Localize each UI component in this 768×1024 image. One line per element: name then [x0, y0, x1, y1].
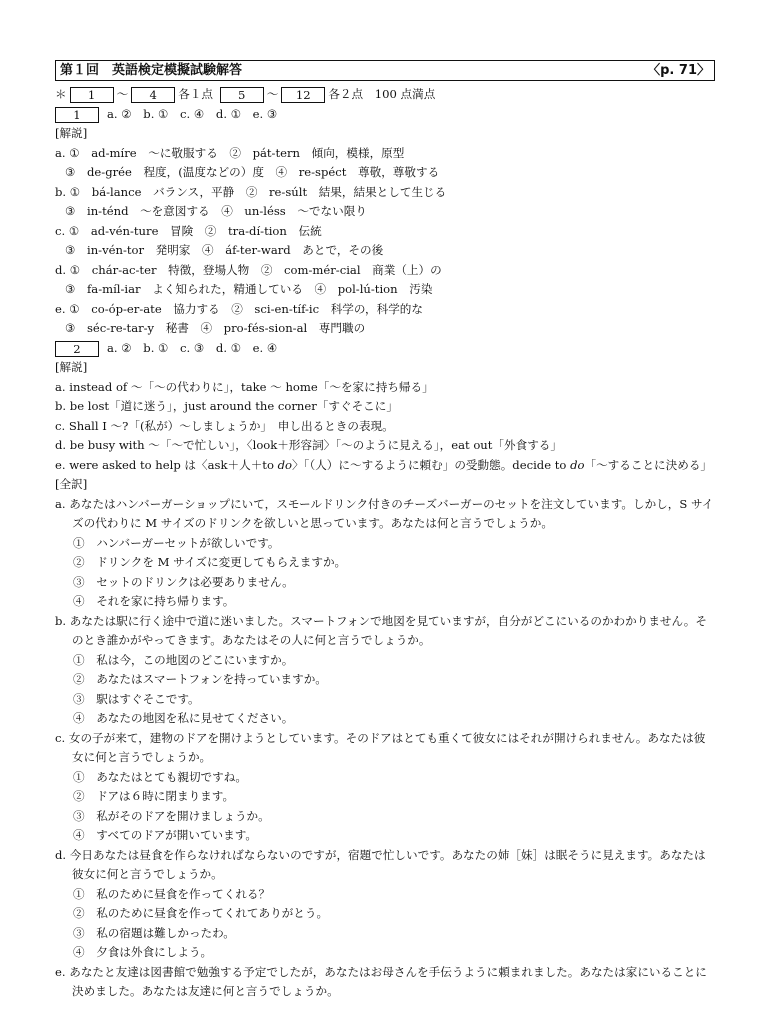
translation-question: b. あなたは駅に行く途中で道に迷いました。スマートフォンで地図を見ていますが，自分がどこにいるのかわかりません。そのとき誰かがやってきます。あなたはその人に何と言うでしょうか。 — [55, 613, 707, 647]
q2-answers: a. ② b. ① c. ③ d. ① e. ④ — [107, 340, 278, 355]
q1-line: ③ fa-míl-iar よく知られた，精通している ④ pol-lú-tion 汚染 — [65, 282, 433, 296]
q2-line: c. Shall I ～?「(私が）～しましょうか」 申し出るときの表現。 — [55, 418, 394, 433]
q1-line: b. ① bá-lance バランス，平静 ② re-súlt 結果，結果として生じる — [55, 184, 447, 199]
translation-option: ② 私のために昼食を作ってくれてありがとう。 — [73, 906, 329, 920]
translation-option: ① 私のために昼食を作ってくれる？ — [73, 886, 271, 901]
translation-option: ③ 駅はすぐそこです。 — [73, 691, 200, 706]
range-box-end-2: 12 — [281, 87, 325, 103]
translation-option: ① 私は今，この地図のどこにいますか。 — [73, 652, 294, 667]
q1-line: ③ in-ténd ～を意図する ④ un-léss ～でない限り — [65, 204, 367, 218]
section-label: [全訳] — [55, 477, 88, 491]
tilde-1: ～ — [116, 87, 129, 101]
answer-page — [55, 60, 715, 1002]
q2-answer-line — [55, 339, 715, 359]
translation-option: ④ 夕食は外食にしよう。 — [73, 945, 213, 959]
range-box-end-1: 4 — [131, 87, 175, 103]
page-title: 第１回 英語検定模擬試験解答 — [60, 62, 243, 78]
question-number-box: 2 — [55, 341, 99, 357]
translation-option: ③ 私がそのドアを開けましょうか。 — [73, 808, 270, 823]
translation-question: e. あなたと友達は図書館で勉強する予定でしたが，あなたはお母さんを手伝うように頼まれました。あなたは家にいることに決めました。あなたは友達に何と言うでしょうか。 — [55, 964, 707, 998]
translation-option: ② あなたはスマートフォンを持っていますか。 — [73, 672, 327, 686]
scoring-line — [55, 85, 715, 105]
translation-option: ④ それを家に持ち帰ります。 — [73, 594, 235, 608]
translation-option: ② ドアは６時に閉まります。 — [73, 789, 235, 803]
q2-explanations — [55, 378, 715, 476]
q1-line: a. ① ad-míre ～に敬服する ② pát-tern 傾向，模様，原型 — [55, 145, 405, 160]
translation-option: ③ 私の宿題は難しかったわ。 — [73, 925, 235, 940]
translation-option: ① あなたはとても親切ですね。 — [73, 769, 247, 784]
translation-option: ① ハンバーガーセットが欲しいです。 — [73, 535, 280, 550]
range-box-start-1: 1 — [70, 87, 114, 103]
section-label: [解説] — [55, 360, 88, 374]
section-label: [解説] — [55, 126, 88, 140]
translation-question: a. あなたはハンバーガーショップにいて，スモールドリンク付きのチーズバーガーのセットを注文しています。しかし，S サイズの代わりに M サイズのドリンクを欲しいと思っています。あなたは何と言うでしょうか。 — [55, 496, 714, 530]
title-bar — [55, 60, 715, 81]
translation-option: ③ セットのドリンクは必要ありません。 — [73, 574, 294, 589]
translation-option: ② ドリンクを M サイズに変更してもらえますか。 — [73, 555, 347, 569]
q1-answer-line — [55, 105, 715, 125]
q1-line: ③ séc-re-tar-y 秘書 ④ pro-fés-sion-al 専門職の — [65, 321, 366, 335]
q2-line: a. instead of ～「～の代わりに」，take ～ home「～を家に持ち帰る」 — [55, 379, 434, 394]
range-box-start-2: 5 — [220, 87, 264, 103]
q1-line: c. ① ad-vén-ture 冒険 ② tra-dí-tion 伝統 — [55, 223, 322, 238]
translation-option: ④ すべてのドアが開いています。 — [73, 828, 257, 842]
q1-line: ③ de-grée 程度，(温度などの）度 ④ re-spéct 尊敬，尊敬する — [65, 165, 440, 179]
q2-line: b. be lost「道に迷う」，just around the corner「すぐそこに」 — [55, 399, 398, 413]
q2-line: d. be busy with ～「～で忙しい」，〈look＋形容詞〉「～のように見える」，eat out「外食する」 — [55, 438, 562, 452]
q1-explanations — [55, 144, 715, 339]
translation-question: d. 今日あなたは昼食を作らなければならないのですが，宿題で忙しいです。あなたの姉［妹］は眠そうに見えます。あなたは彼女に何と言うでしょうか。 — [55, 847, 706, 881]
q2-line-e: e. were asked to help は〈ask＋人＋to do〉「（人）に～するように頼む」の受動態。decide to do「～することに決める」 — [55, 457, 713, 472]
page-reference: 〈p. 71〉 — [647, 62, 710, 78]
question-number-box: 1 — [55, 107, 99, 123]
points-each-2: 各２点 100 点満点 — [328, 87, 436, 101]
q1-line: ③ in-vén-tor 発明家 ④ áf-ter-ward あとで，その後 — [65, 243, 384, 257]
q1-line: e. ① co-óp-er-ate 協力する ② sci-en-tíf-ic 科学の，科学的な — [55, 301, 423, 316]
q1-answers: a. ② b. ① c. ④ d. ① e. ③ — [107, 106, 278, 121]
points-each-1: 各１点 — [178, 87, 214, 101]
q1-line: d. ① chár-ac-ter 特徴，登場人物 ② com-mér-cial 商業（上）の — [55, 262, 442, 277]
tilde-2: ～ — [266, 87, 279, 101]
star-mark: ＊ — [55, 87, 67, 101]
translation-question: c. 女の子が来て，建物のドアを開けようとしています。そのドアはとても重くて彼女にはそれが開けられません。あなたは彼女に何と言うでしょうか。 — [55, 730, 706, 764]
translation-option: ④ あなたの地図を私に見せてください。 — [73, 711, 294, 725]
translations — [55, 495, 715, 1002]
